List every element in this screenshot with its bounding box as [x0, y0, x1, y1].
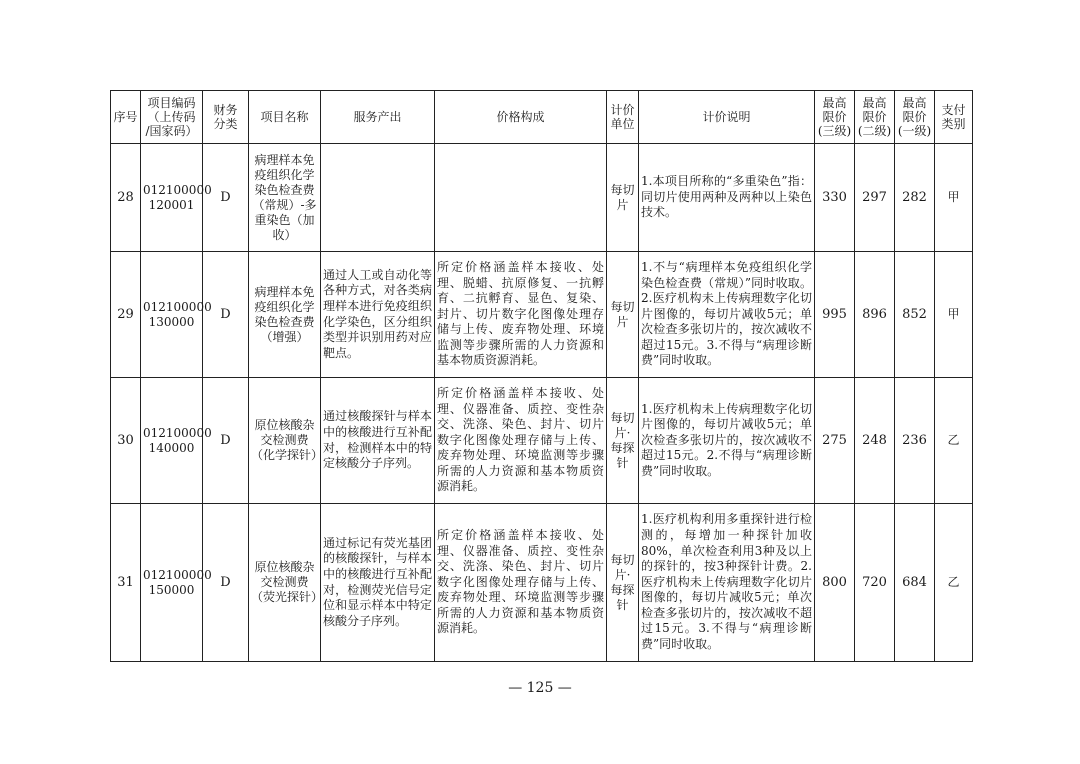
header-name: 项目名称	[249, 91, 321, 144]
row-name: 原位核酸杂交检测费（化学探针）	[249, 378, 321, 504]
row-category: D	[203, 378, 249, 504]
row-price3: 330	[815, 144, 855, 252]
row-price1: 684	[895, 504, 935, 662]
row-price3: 995	[815, 252, 855, 378]
row-price1: 236	[895, 378, 935, 504]
row-no: 28	[111, 144, 141, 252]
header-price1: 最高 限价 (一级)	[895, 91, 935, 144]
row-code: 012100000 120001	[141, 144, 203, 252]
row-price3: 800	[815, 504, 855, 662]
table-row	[111, 378, 973, 504]
page-number: — 125 —	[508, 680, 572, 696]
row-code: 012100000 150000	[141, 504, 203, 662]
row-composition	[435, 144, 607, 252]
row-note: 1.医疗机构未上传病理数字化切片图像的，每切片减收5元；单次检查多张切片的，按次减收不超过15元。2.不得与“病理诊断费”同时收取。	[639, 378, 815, 504]
header-price3: 最高 限价 (三级)	[815, 91, 855, 144]
row-category: D	[203, 252, 249, 378]
row-pay: 乙	[935, 504, 973, 662]
row-price3: 275	[815, 378, 855, 504]
row-no: 30	[111, 378, 141, 504]
row-note: 1.不与“病理样本免疫组织化学染色检查费（常规）”同时收取。2.医疗机构未上传病理数字化切片图像的，每切片减收5元；单次检查多张切片的，按次减收不超过15元。3.不得与“病理诊断费”同时收取。	[639, 252, 815, 378]
row-no: 29	[111, 252, 141, 378]
row-output: 通过核酸探针与样本中的核酸进行互补配对，检测样本中的特定核酸分子序列。	[321, 378, 435, 504]
row-price1: 852	[895, 252, 935, 378]
row-unit: 每切 片· 每探 针	[607, 378, 639, 504]
row-price2: 248	[855, 378, 895, 504]
header-composition: 价格构成	[435, 91, 607, 144]
row-unit: 每切 片	[607, 252, 639, 378]
header-row	[111, 91, 973, 144]
header-output: 服务产出	[321, 91, 435, 144]
row-output: 通过人工或自动化等各种方式，对各类病理样本进行免疫组织化学染色，区分组织类型并识别用药对应靶点。	[321, 252, 435, 378]
header-code: 项目编码 （上传码 /国家码）	[141, 91, 203, 144]
row-price1: 282	[895, 144, 935, 252]
price-table	[110, 90, 973, 662]
row-no: 31	[111, 504, 141, 662]
header-price2: 最高 限价 (二级)	[855, 91, 895, 144]
header-no: 序号	[111, 91, 141, 144]
row-price2: 896	[855, 252, 895, 378]
header-note: 计价说明	[639, 91, 815, 144]
row-category: D	[203, 144, 249, 252]
table-row	[111, 504, 973, 662]
row-note: 1.医疗机构利用多重探针进行检测的，每增加一种探针加收80%，单次检查利用3种及以上的探针的，按3种探针计费。2.医疗机构未上传病理数字化切片图像的，每切片减收5元；单次检查多张切片的，按次减收不超过15元。3.不得与“病理诊断费”同时收取。	[639, 504, 815, 662]
row-code: 012100000 140000	[141, 378, 203, 504]
table-row	[111, 252, 973, 378]
header-unit: 计价 单位	[607, 91, 639, 144]
row-name: 原位核酸杂交检测费（荧光探针）	[249, 504, 321, 662]
row-pay: 乙	[935, 378, 973, 504]
row-category: D	[203, 504, 249, 662]
header-pay: 支付 类别	[935, 91, 973, 144]
row-output	[321, 144, 435, 252]
row-name: 病理样本免疫组织化学染色检查费（常规）-多重染色（加收）	[249, 144, 321, 252]
row-pay: 甲	[935, 252, 973, 378]
row-code: 012100000 130000	[141, 252, 203, 378]
row-price2: 297	[855, 144, 895, 252]
row-pay: 甲	[935, 144, 973, 252]
row-output: 通过标记有荧光基团的核酸探针，与样本中的核酸进行互补配对，检测荧光信号定位和显示样本中特定核酸分子序列。	[321, 504, 435, 662]
row-note: 1.本项目所称的“多重染色”指：同切片使用两种及两种以上染色技术。	[639, 144, 815, 252]
row-composition: 所定价格涵盖样本接收、处理、仪器准备、质控、变性杂交、洗涤、染色、封片、切片数字化图像处理存储与上传、废弃物处理、环境监测等步骤所需的人力资源和基本物质资源消耗。	[435, 378, 607, 504]
row-composition: 所定价格涵盖样本接收、处理、脱蜡、抗原修复、一抗孵育、二抗孵育、显色、复染、封片、切片数字化图像处理存储与上传、废弃物处理、环境监测等步骤所需的人力资源和基本物质资源消耗。	[435, 252, 607, 378]
row-unit: 每切 片· 每探 针	[607, 504, 639, 662]
row-name: 病理样本免疫组织化学染色检查费（增强）	[249, 252, 321, 378]
row-unit: 每切 片	[607, 144, 639, 252]
table-row	[111, 144, 973, 252]
row-composition: 所定价格涵盖样本接收、处理、仪器准备、质控、变性杂交、洗涤、染色、封片、切片数字化图像处理存储与上传、废弃物处理、环境监测等步骤所需的人力资源和基本物质资源消耗。	[435, 504, 607, 662]
row-price2: 720	[855, 504, 895, 662]
header-category: 财务 分类	[203, 91, 249, 144]
